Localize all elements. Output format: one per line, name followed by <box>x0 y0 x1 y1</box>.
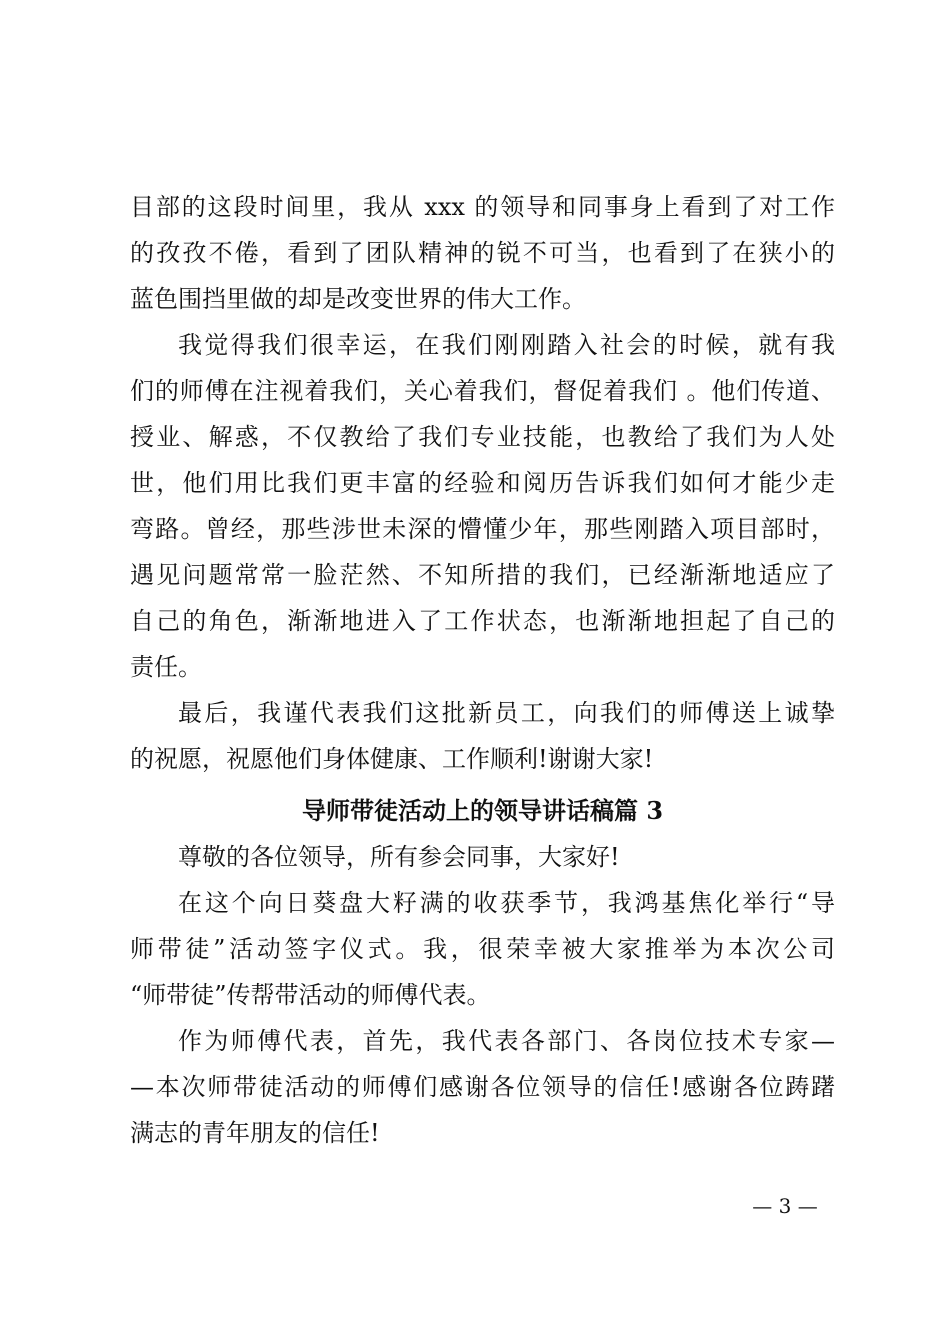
body-text-part-1 <box>130 184 835 782</box>
text-line: 目部的这段时间里，我从 xxx 的领导和同事身上看到了对工作 <box>130 193 835 221</box>
text-line: 授业、解惑，不仅教给了我们专业技能，也教给了我们为人处 <box>130 423 835 451</box>
text-line: 的孜孜不倦，看到了团队精神的锐不可当，也看到了在狭小的 <box>130 239 835 267</box>
text-line: 遇见问题常常一脸茫然、不知所措的我们，已经渐渐地适应了 <box>130 561 835 589</box>
text-line: 的祝愿，祝愿他们身体健康、工作顺利!谢谢大家! <box>130 745 654 773</box>
text-line: 师带徒”活动签字仪式。我，很荣幸被大家推举为本次公司 <box>130 935 835 963</box>
text-line: 责任。 <box>130 653 202 681</box>
text-line: —本次师带徒活动的师傅们感谢各位领导的信任!感谢各位踌躇 <box>130 1073 835 1101</box>
text-line: 最后，我谨代表我们这批新员工，向我们的师傅送上诚挚 <box>178 699 835 727</box>
text-line: 作为师傅代表，首先，我代表各部门、各岗位技术专家— <box>178 1027 835 1055</box>
text-line: 我觉得我们很幸运，在我们刚刚踏入社会的时候，就有我 <box>178 331 835 359</box>
text-line: 满志的青年朋友的信任! <box>130 1119 380 1147</box>
body-text-part-2 <box>130 834 835 1156</box>
section-title: 导师带徒活动上的领导讲话稿篇 3 <box>301 796 664 825</box>
text-line: 蓝色围挡里做的却是改变世界的伟大工作。 <box>130 285 586 313</box>
text-line: 弯路。曾经，那些涉世未深的懵懂少年，那些刚踏入项目部时， <box>130 515 835 543</box>
text-line: “师带徒”传帮带活动的师傅代表。 <box>130 981 491 1009</box>
text-line: 自己的角色，渐渐地进入了工作状态，也渐渐地担起了自己的 <box>130 607 835 635</box>
text-line: 尊敬的各位领导，所有参会同事，大家好! <box>178 843 620 871</box>
text-line: 世，他们用比我们更丰富的经验和阅历告诉我们如何才能少走 <box>130 469 835 497</box>
text-line: 在这个向日葵盘大籽满的收获季节，我鸿基焦化举行“导 <box>178 889 835 917</box>
text-line: 们的师傅在注视着我们，关心着我们，督促着我们 。他们传道、 <box>130 377 835 405</box>
page-number: — 3 — <box>752 1194 818 1218</box>
